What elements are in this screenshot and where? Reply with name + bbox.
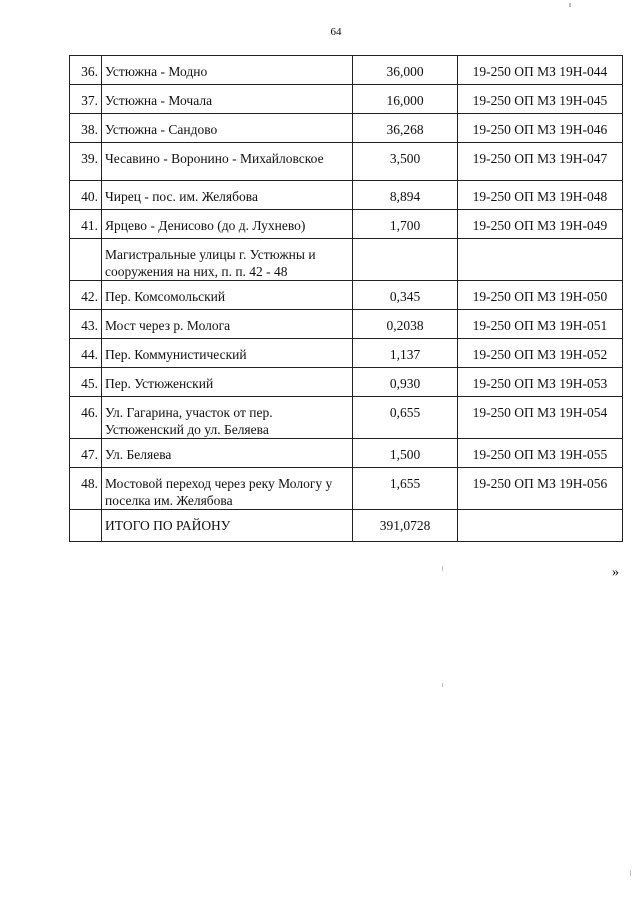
road-length: 0,930 (353, 368, 458, 397)
road-code: 19-250 ОП МЗ 19Н-048 (458, 181, 623, 210)
road-code: 19-250 ОП МЗ 19Н-046 (458, 114, 623, 143)
row-number: 40. (70, 181, 102, 210)
road-name: Ул. Беляева (102, 439, 353, 468)
road-length: 36,268 (353, 114, 458, 143)
scan-speck (442, 566, 443, 571)
table-row (70, 281, 623, 310)
row-number: 36. (70, 56, 102, 85)
road-name: Пер. Комсомольский (102, 281, 353, 310)
roads-table (69, 55, 623, 542)
row-number (70, 239, 102, 281)
road-code (458, 239, 623, 281)
road-name: Чирец - пос. им. Желябова (102, 181, 353, 210)
road-length: 3,500 (353, 143, 458, 181)
table-row (70, 468, 623, 510)
road-length: 0,655 (353, 397, 458, 439)
road-code (458, 510, 623, 542)
closing-quote: » (612, 565, 619, 580)
road-length: 1,500 (353, 439, 458, 468)
row-number: 43. (70, 310, 102, 339)
road-length: 1,655 (353, 468, 458, 510)
table-section-row (70, 239, 623, 281)
row-number: 44. (70, 339, 102, 368)
table-row (70, 439, 623, 468)
total-row (70, 510, 623, 542)
road-length: 0,2038 (353, 310, 458, 339)
road-name: Мостовой переход через реку Мологу у поселка им. Желябова (102, 468, 353, 510)
road-code: 19-250 ОП МЗ 19Н-050 (458, 281, 623, 310)
table-row (70, 368, 623, 397)
total-length: 391,0728 (353, 510, 458, 542)
road-length: 1,137 (353, 339, 458, 368)
table-row (70, 210, 623, 239)
row-number: 42. (70, 281, 102, 310)
section-heading: Магистральные улицы г. Устюжны и сооружения на них, п. п. 42 - 48 (102, 239, 353, 281)
road-code: 19-250 ОП МЗ 19Н-052 (458, 339, 623, 368)
row-number: 41. (70, 210, 102, 239)
road-name: Пер. Коммунистический (102, 339, 353, 368)
table-row (70, 339, 623, 368)
table-row (70, 56, 623, 85)
row-number: 45. (70, 368, 102, 397)
road-name: Устюжна - Модно (102, 56, 353, 85)
road-name: Устюжна - Мочала (102, 85, 353, 114)
road-code: 19-250 ОП МЗ 19Н-044 (458, 56, 623, 85)
road-length: 1,700 (353, 210, 458, 239)
road-code: 19-250 ОП МЗ 19Н-047 (458, 143, 623, 181)
table-row (70, 310, 623, 339)
table-row (70, 397, 623, 439)
table-row (70, 143, 623, 181)
road-length (353, 239, 458, 281)
road-name: Чесавино - Воронино - Михайловское (102, 143, 353, 181)
page-number: 64 (330, 26, 342, 38)
road-name: Пер. Устюженский (102, 368, 353, 397)
road-length: 8,894 (353, 181, 458, 210)
road-length: 16,000 (353, 85, 458, 114)
road-code: 19-250 ОП МЗ 19Н-045 (458, 85, 623, 114)
row-number (70, 510, 102, 542)
total-label: ИТОГО ПО РАЙОНУ (102, 510, 353, 542)
road-code: 19-250 ОП МЗ 19Н-055 (458, 439, 623, 468)
road-code: 19-250 ОП МЗ 19Н-049 (458, 210, 623, 239)
row-number: 46. (70, 397, 102, 439)
road-length: 0,345 (353, 281, 458, 310)
table-row (70, 114, 623, 143)
road-length: 36,000 (353, 56, 458, 85)
table-row (70, 181, 623, 210)
road-name: Устюжна - Сандово (102, 114, 353, 143)
road-code: 19-250 ОП МЗ 19Н-056 (458, 468, 623, 510)
table-row (70, 85, 623, 114)
road-code: 19-250 ОП МЗ 19Н-051 (458, 310, 623, 339)
road-code: 19-250 ОП МЗ 19Н-053 (458, 368, 623, 397)
row-number: 47. (70, 439, 102, 468)
road-name: Ярцево - Денисово (до д. Лухнево) (102, 210, 353, 239)
row-number: 39. (70, 143, 102, 181)
scan-speck (630, 870, 631, 876)
road-name: Мост через р. Молога (102, 310, 353, 339)
row-number: 48. (70, 468, 102, 510)
row-number: 37. (70, 85, 102, 114)
scan-speck (442, 683, 443, 687)
road-code: 19-250 ОП МЗ 19Н-054 (458, 397, 623, 439)
scan-speck (569, 3, 571, 7)
row-number: 38. (70, 114, 102, 143)
road-name: Ул. Гагарина, участок от пер. Устюженский до ул. Беляева (102, 397, 353, 439)
